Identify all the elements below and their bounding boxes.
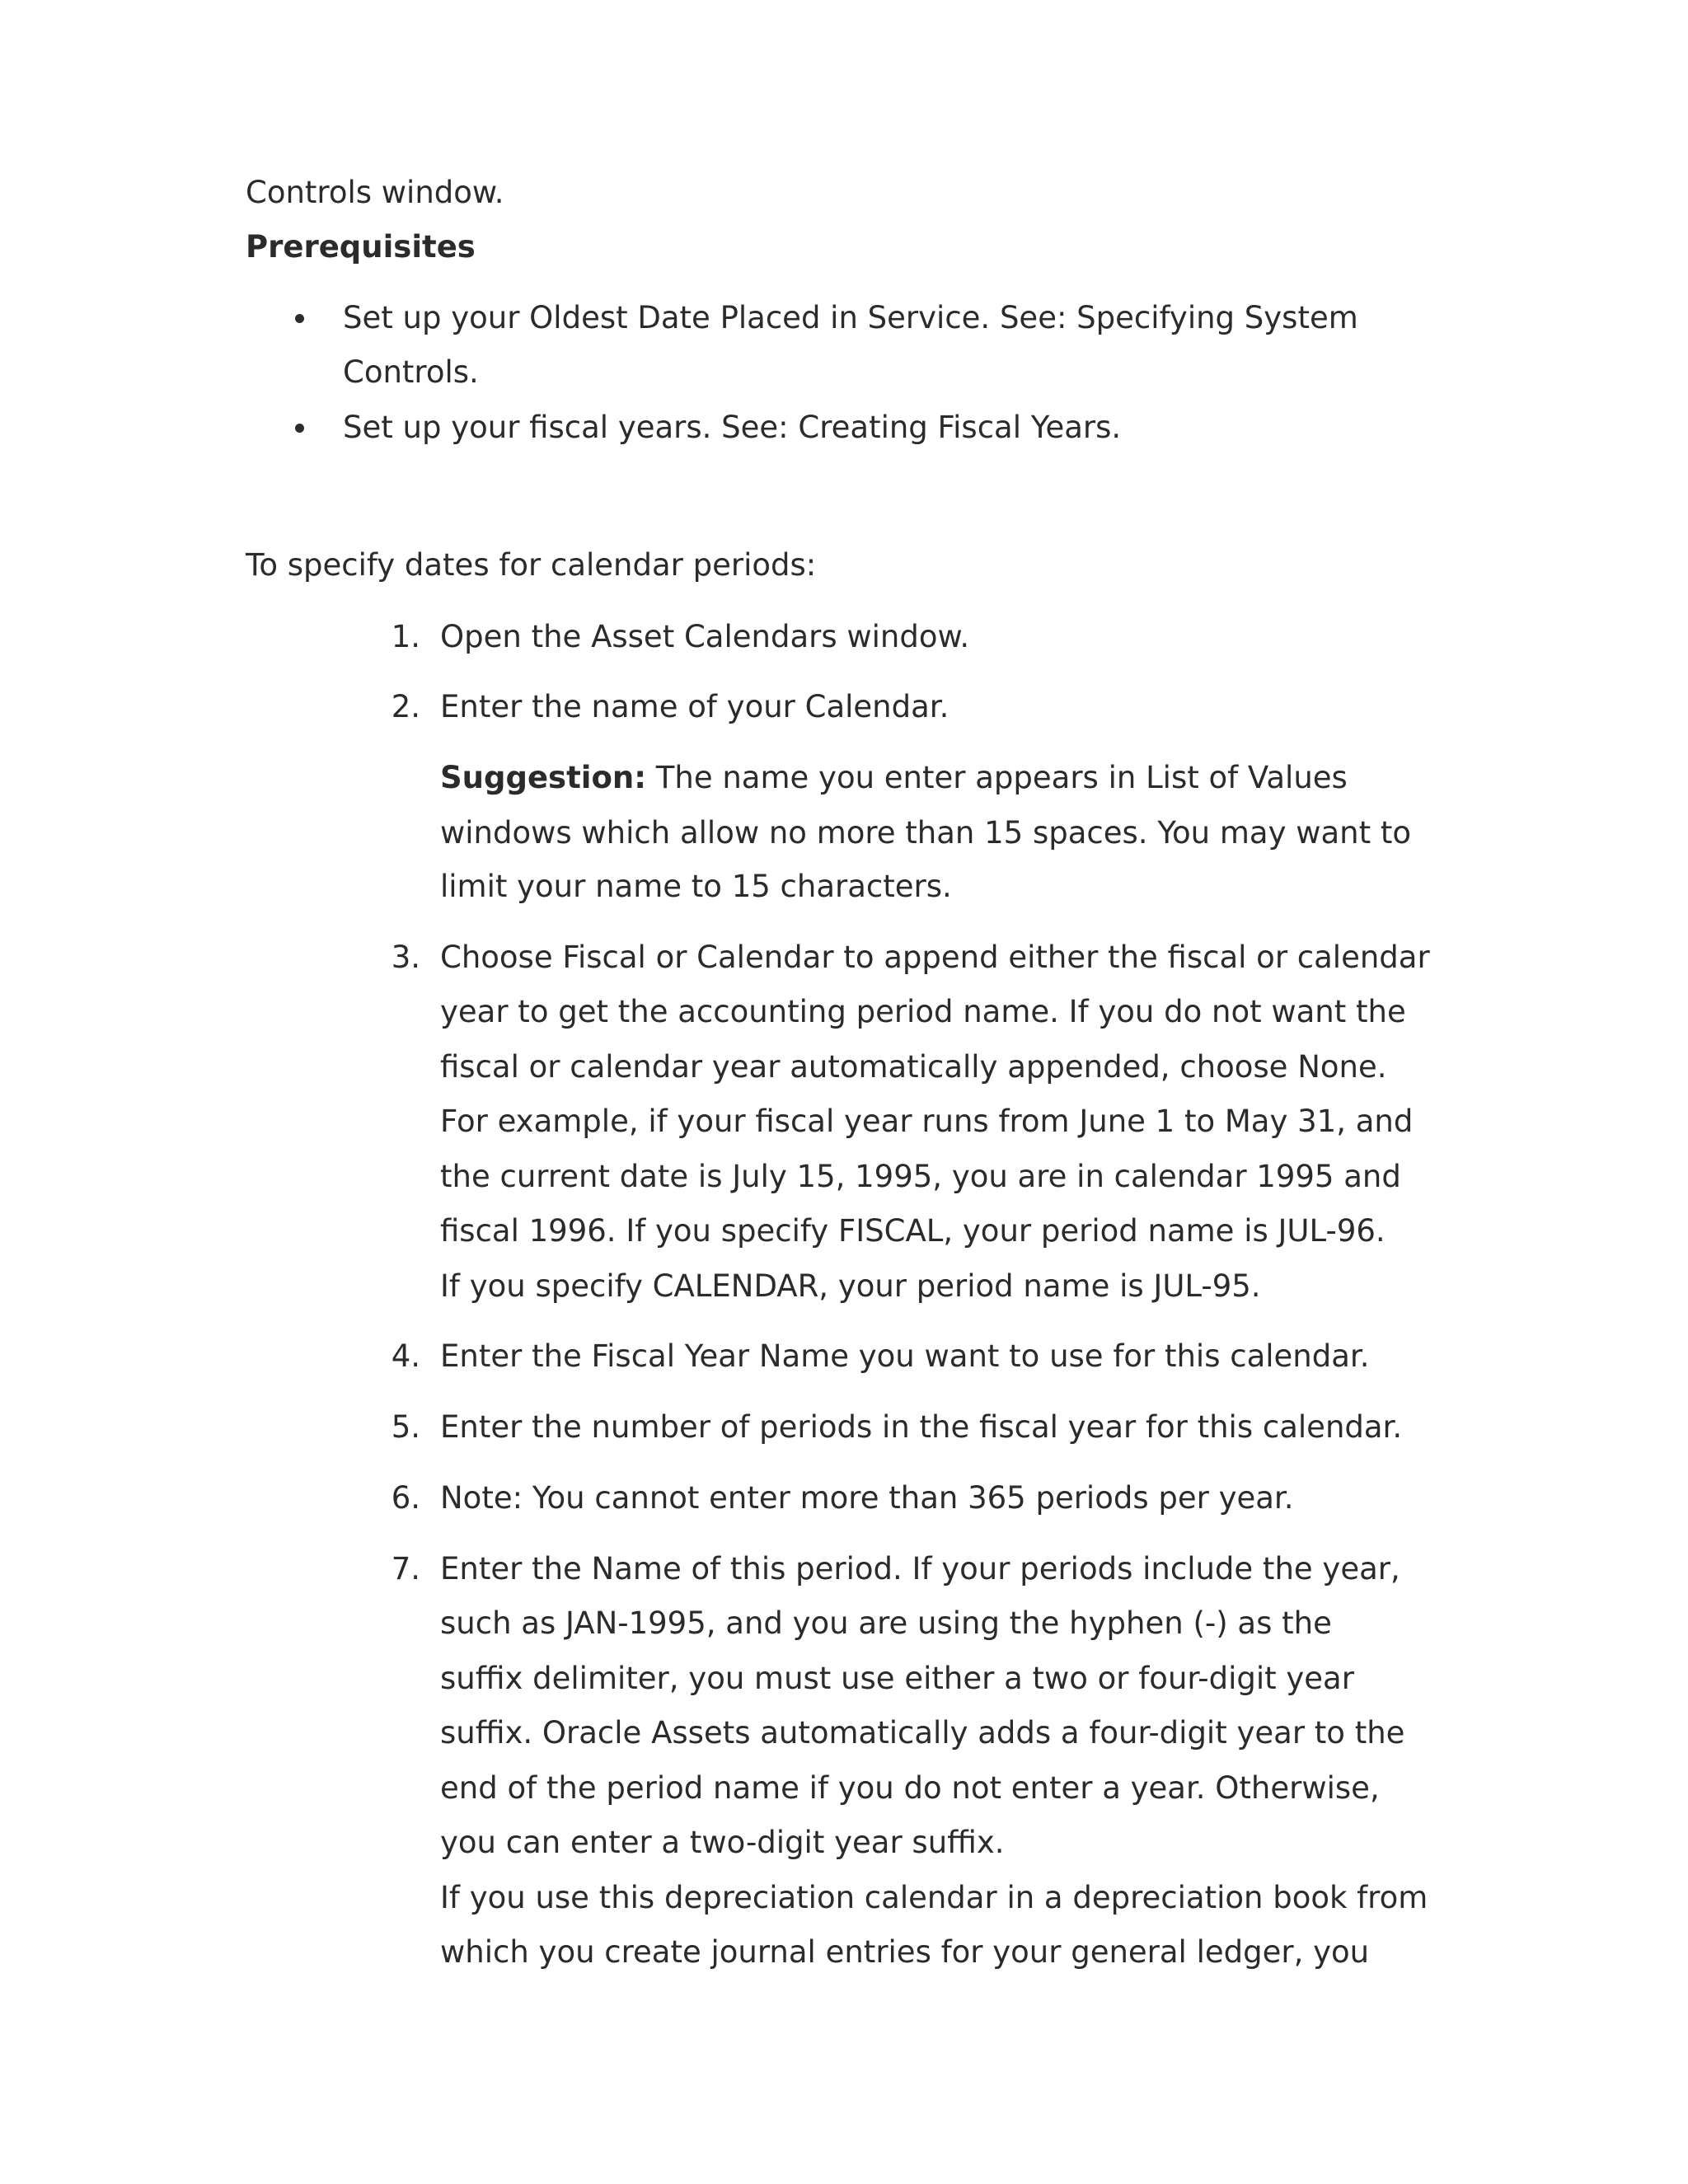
step-line: Choose Fiscal or Calendar to append either the fiscal or calendar bbox=[440, 940, 1430, 975]
step-line: Enter the name of your Calendar. bbox=[440, 689, 950, 724]
step-number: 5. bbox=[391, 1409, 420, 1445]
step-line: If you specify CALENDAR, your period name is JUL-95. bbox=[440, 1268, 1261, 1304]
prereq-line: Set up your Oldest Date Placed in Service. See: Specifying System bbox=[343, 300, 1358, 335]
step-line: such as JAN-1995, and you are using the hyphen (-) as the bbox=[440, 1605, 1332, 1641]
step-line: fiscal or calendar year automatically appended, choose None. bbox=[440, 1049, 1387, 1085]
step-line: year to get the accounting period name. If you do not want the bbox=[440, 994, 1406, 1029]
procedure-intro: To specify dates for calendar periods: bbox=[246, 547, 817, 583]
step-line: If you use this depreciation calendar in a depreciation book from bbox=[440, 1880, 1428, 1915]
step-line: which you create journal entries for your general ledger, you bbox=[440, 1934, 1370, 1970]
step-number: 1. bbox=[391, 619, 420, 654]
step-line: For example, if your fiscal year runs from June 1 to May 31, and bbox=[440, 1104, 1414, 1139]
suggestion-line: windows which allow no more than 15 spaces. You may want to bbox=[440, 815, 1412, 851]
step-line: fiscal 1996. If you specify FISCAL, your period name is JUL-96. bbox=[440, 1213, 1386, 1249]
suggestion-line: limit your name to 15 characters. bbox=[440, 869, 952, 904]
bullet-icon bbox=[295, 314, 304, 323]
suggestion-label: Suggestion: bbox=[440, 760, 647, 795]
step-line: suffix delimiter, you must use either a two or four-digit year bbox=[440, 1661, 1354, 1696]
step-line: the current date is July 15, 1995, you are in calendar 1995 and bbox=[440, 1159, 1401, 1194]
suggestion-text: The name you enter appears in List of Values bbox=[646, 760, 1348, 795]
step-line: you can enter a two-digit year suffix. bbox=[440, 1825, 1005, 1860]
step-number: 7. bbox=[391, 1551, 420, 1586]
prereq-line: Set up your fiscal years. See: Creating Fiscal Years. bbox=[343, 410, 1122, 445]
step-line: Note: You cannot enter more than 365 periods per year. bbox=[440, 1480, 1294, 1516]
step-line: Enter the number of periods in the fiscal year for this calendar. bbox=[440, 1409, 1403, 1445]
step-line: end of the period name if you do not enter a year. Otherwise, bbox=[440, 1770, 1380, 1806]
step-line: Open the Asset Calendars window. bbox=[440, 619, 970, 654]
continued-text: Controls window. bbox=[246, 175, 504, 210]
step-line: Enter the Fiscal Year Name you want to use for this calendar. bbox=[440, 1338, 1370, 1374]
step-number: 3. bbox=[391, 940, 420, 975]
step-number: 2. bbox=[391, 689, 420, 724]
step-number: 6. bbox=[391, 1480, 420, 1516]
prerequisites-heading: Prerequisites bbox=[246, 229, 476, 265]
suggestion-note bbox=[440, 750, 1348, 805]
step-line: suffix. Oracle Assets automatically adds a four-digit year to the bbox=[440, 1715, 1405, 1750]
bullet-icon bbox=[295, 424, 304, 433]
step-line: Enter the Name of this period. If your periods include the year, bbox=[440, 1551, 1400, 1586]
prereq-line: Controls. bbox=[343, 354, 479, 390]
step-number: 4. bbox=[391, 1338, 420, 1374]
